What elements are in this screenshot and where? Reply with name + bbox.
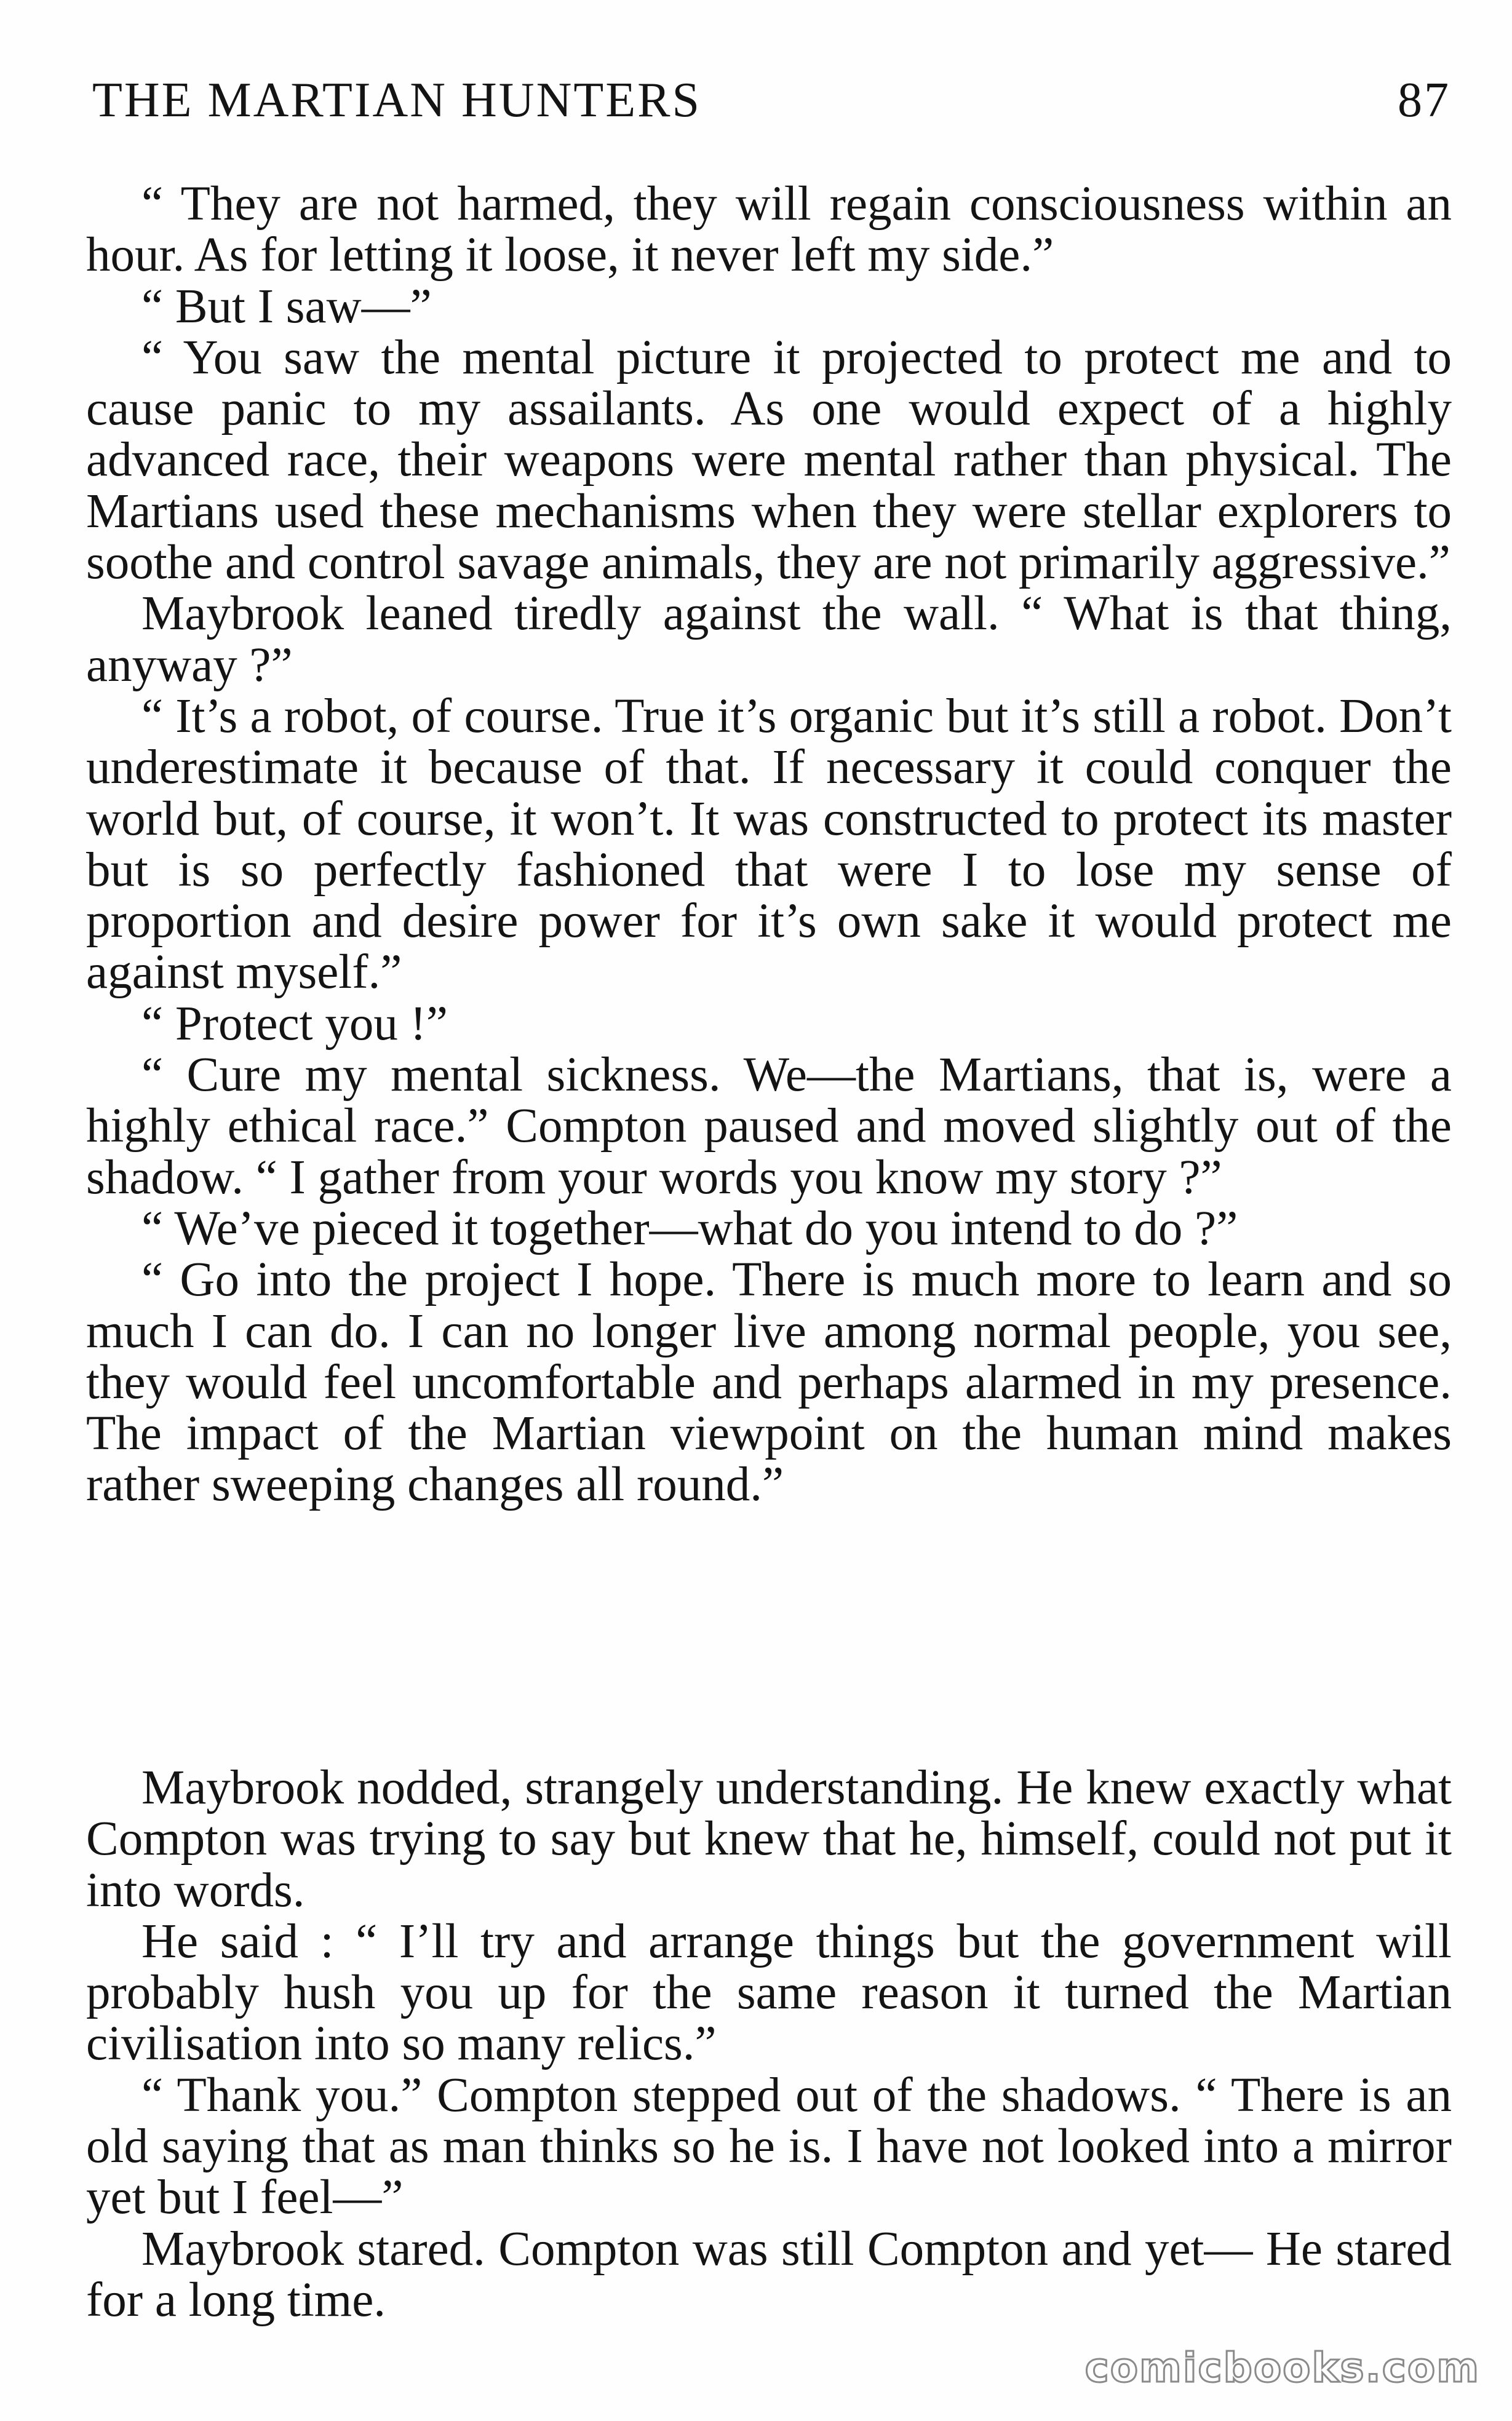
paragraph: “ We’ve pieced it together—what do you intend to do ?” <box>141 1201 1238 1255</box>
paragraph: “ They are not harmed, they will regain consciousness within an hour. As for letting it loose, it never left my side.” <box>86 177 1452 282</box>
paragraph: Maybrook nodded, strangely understanding. He knew exactly what Compton was trying to say but knew that he, himself, could not put it into words. <box>86 1761 1452 1917</box>
paragraph: “ Cure my mental sickness. We—the Martians, that is, were a highly ethical race.” Compton paused and moved slightly out of the shadow. “ I gather from your words you know my story ?” <box>86 1048 1452 1204</box>
paragraph: “ But I saw—” <box>141 279 432 333</box>
text-block-two <box>86 1762 1452 2326</box>
paragraph: Maybrook leaned tiredly against the wall. “ What is that thing, anyway ?” <box>86 587 1452 692</box>
paragraph: “ Go into the project I hope. There is much more to learn and so much I can do. I can no longer live among normal people, you see, they would feel uncomfortable and perhaps alarmed in my presence. The impact of the Martian viewpoint on the human mind makes rather sweeping changes all round.” <box>86 1253 1452 1512</box>
paragraph: Maybrook stared. Compton was still Compton and yet— He stared for a long time. <box>86 2222 1452 2327</box>
running-head <box>92 73 1450 140</box>
text-block-one <box>86 178 1452 1511</box>
paragraph: “ Thank you.” Compton stepped out of the shadows. “ There is an old saying that as man thinks so he is. I have not looked into a mirror yet but I feel—” <box>86 2068 1452 2225</box>
page-number: 87 <box>1398 73 1450 127</box>
paragraph: He said : “ I’ll try and arrange things but the government will probably hush you up for the same reason it turned the Martian civilisation into so many relics.” <box>86 1914 1452 2071</box>
paragraph: “ It’s a robot, of course. True it’s organic but it’s still a robot. Don’t underestimate it because of that. If necessary it could conquer the world but, of course, it won’t. It was constructed to protect its master but is so perfectly fashioned that were I to lose my sense of proportion and desire power for it’s own sake it would protect me against myself.” <box>86 689 1452 1000</box>
running-title: THE MARTIAN HUNTERS <box>92 73 701 127</box>
paragraph: “ You saw the mental picture it projected to protect me and to cause panic to my assailants. As one would expect of a highly advanced race, their weapons were mental rather than physical. The Martians used these mechanisms when they were stellar explorers to soothe and control savage animals, they are not primarily aggressive.” <box>86 330 1452 590</box>
paragraph: “ Protect you !” <box>141 996 448 1051</box>
watermark-logo: comicbooks.com <box>1084 2344 1480 2391</box>
